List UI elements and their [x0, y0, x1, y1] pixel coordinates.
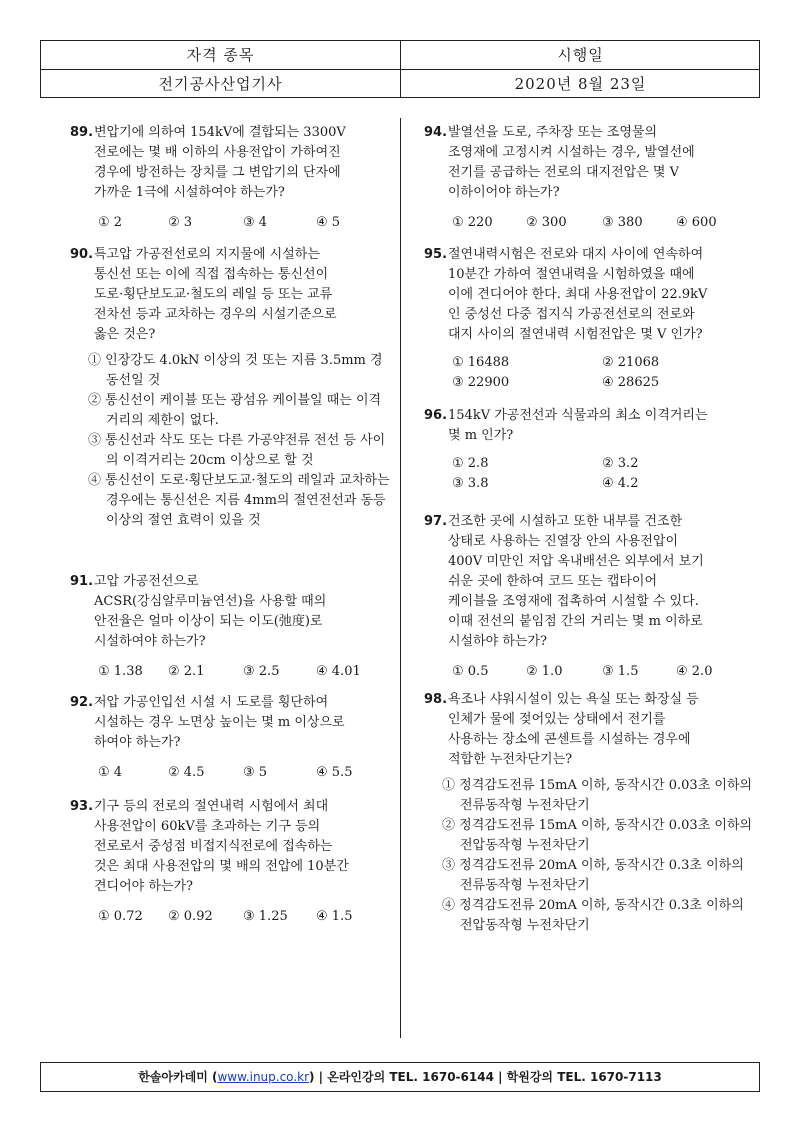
option-2[interactable]: ② 1.0 [526, 664, 563, 679]
question-text-line: 전기를 공급하는 전로의 대지전압은 몇 V [448, 165, 679, 180]
question-text-line: 것은 최대 사용전압의 몇 배의 전압에 10분간 [94, 859, 349, 874]
question-text-line: 사용하는 장소에 콘센트를 시설하는 경우에 [448, 732, 691, 747]
question-text-line: 상태로 사용하는 진열장 안의 사용전압이 [448, 534, 679, 549]
question-text-line: 특고압 가공전선로의 지지물에 시설하는 [94, 247, 320, 262]
option-4[interactable]: ④ 1.5 [316, 909, 353, 924]
option-4[interactable]: ④ 5.5 [316, 765, 353, 780]
option-3[interactable]: ③ 3.8 [452, 476, 489, 491]
option-4[interactable]: ④ 5 [316, 215, 341, 230]
question-number: 95. [424, 247, 448, 262]
exam-header-table [40, 40, 760, 98]
question-text-line: 10분간 가하여 절연내력을 시험하였을 때에 [448, 267, 695, 282]
question-text-line: 저압 가공인입선 시설 시 도로를 횡단하여 [94, 695, 329, 710]
question-text-line: 대지 사이의 절연내력 시험전압은 몇 V 인가? [448, 327, 703, 342]
question-text-line: 전차선 등과 교차하는 경우의 시설기준으로 [94, 307, 337, 322]
question-number: 97. [424, 514, 448, 529]
option-3[interactable]: ③ 1.25 [243, 909, 288, 924]
option-1[interactable]: ① 4 [98, 765, 123, 780]
question-text-line: 이에 견디어야 한다. 최대 사용전압이 22.9kV [448, 287, 708, 302]
option-3[interactable]: ③ 5 [243, 765, 268, 780]
question-text-line: 가까운 1극에 시설하여야 하는가? [94, 185, 285, 200]
question-text-line: 기구 등의 전로의 절연내력 시험에서 최대 [94, 799, 329, 814]
date-value: 2020년 8월 23일 [514, 75, 647, 93]
question-text-line: 인 중성선 다중 접지식 가공전선로의 전로와 [448, 307, 695, 322]
question-90 [70, 245, 390, 531]
question-text-line: 시설하야 하는가? [448, 634, 548, 649]
option-4[interactable]: ④ 28625 [602, 375, 660, 390]
question-text-line: 고압 가공전선으로 [94, 574, 199, 589]
question-number: 90. [70, 247, 94, 262]
question-text-line: ACSR(강심알루미늄연선)을 사용할 때의 [94, 594, 327, 609]
option-1[interactable]: ① 220 [452, 215, 493, 230]
question-94 [424, 123, 754, 233]
subject-label: 자격 종목 [186, 46, 255, 64]
question-text-line: 도로·횡단보도교·철도의 레일 등 또는 교류 [94, 287, 333, 302]
option-1[interactable]: ① 1.38 [98, 664, 143, 679]
question-text-line: 전로로서 중성점 비접지식전로에 접속하는 [94, 839, 333, 854]
question-text-line: 변압기에 의하여 154kV에 결합되는 3300V [94, 125, 346, 140]
question-92 [70, 693, 390, 783]
question-text-line: 절연내력시험은 전로와 대지 사이에 연속하여 [448, 247, 704, 262]
option-4[interactable]: ④ 정격감도전류 20mA 이하, 동작시간 0.3초 이하의 전압동작형 누전차단기 [442, 898, 744, 933]
question-text-line: 옳은 것은? [94, 327, 156, 342]
option-3[interactable]: ③ 380 [602, 215, 643, 230]
question-95 [424, 245, 754, 393]
question-number: 92. [70, 695, 94, 710]
option-1[interactable]: ① 2.8 [452, 456, 489, 471]
question-text-line: 이하이어야 하는가? [448, 185, 560, 200]
question-text-line: 조영재에 고정시켜 시설하는 경우, 발열선에 [448, 145, 695, 160]
question-text-line: 몇 m 인가? [448, 428, 514, 443]
option-2[interactable]: ② 정격감도전류 15mA 이하, 동작시간 0.03초 이하의 전압동작형 누전차단기 [442, 818, 753, 853]
question-text-line: 154kV 가공전선과 식물과의 최소 이격거리는 [448, 408, 708, 423]
question-number: 89. [70, 125, 94, 140]
option-1[interactable]: ① 16488 [452, 355, 510, 370]
question-text-line: 사용전압이 60kV를 초과하는 기구 등의 [94, 819, 321, 834]
question-text-line: 안전율은 얼마 이상이 되는 이도(弛度)로 [94, 614, 323, 629]
question-text-line: 적합한 누전차단기는? [448, 752, 573, 767]
footer-academy: 한솔아카데미 ( [138, 1070, 218, 1084]
option-3[interactable]: ③ 정격감도전류 20mA 이하, 동작시간 0.3초 이하의 전류동작형 누전차단기 [442, 858, 744, 893]
option-4[interactable]: ④ 4.2 [602, 476, 639, 491]
question-93 [70, 797, 390, 927]
question-text-line: 발열선을 도로, 주차장 또는 조영물의 [448, 125, 658, 140]
question-96 [424, 406, 754, 494]
question-89 [70, 123, 390, 233]
question-text-line: 욕조나 샤워시설이 있는 욕실 또는 화장실 등 [448, 692, 699, 707]
question-text-line: 통신선 또는 이에 직접 접속하는 통신선이 [94, 267, 329, 282]
option-4[interactable]: ④ 4.01 [316, 664, 361, 679]
option-2[interactable]: ② 3 [168, 215, 193, 230]
option-1[interactable]: ① 정격감도전류 15mA 이하, 동작시간 0.03초 이하의 전류동작형 누전차단기 [442, 778, 753, 813]
question-text-line: 견디어야 하는가? [94, 879, 194, 894]
option-1[interactable]: ① 2 [98, 215, 123, 230]
option-1[interactable]: ① 인장강도 4.0kN 이상의 것 또는 지름 3.5mm 경동선일 것 [88, 353, 383, 388]
date-label: 시행일 [557, 46, 604, 64]
option-3[interactable]: ③ 22900 [452, 375, 510, 390]
option-2[interactable]: ② 3.2 [602, 456, 639, 471]
question-text-line: 400V 미만인 저압 옥내배선은 외부에서 보기 [448, 554, 704, 569]
option-4[interactable]: ④ 2.0 [676, 664, 713, 679]
option-2[interactable]: ② 4.5 [168, 765, 205, 780]
subject-value: 전기공사산업기사 [158, 75, 283, 93]
option-4[interactable]: ④ 600 [676, 215, 717, 230]
question-text-line: 쉬운 곳에 한하여 코드 또는 캡타이어 [448, 574, 658, 589]
question-98 [424, 690, 754, 936]
option-3[interactable]: ③ 1.5 [602, 664, 639, 679]
column-divider [400, 118, 401, 1038]
option-1[interactable]: ① 0.72 [98, 909, 143, 924]
option-3[interactable]: ③ 2.5 [243, 664, 280, 679]
question-number: 91. [70, 574, 94, 589]
question-91 [70, 572, 390, 682]
question-text-line: 인체가 물에 젖어있는 상태에서 전기를 [448, 712, 666, 727]
option-3[interactable]: ③ 4 [243, 215, 268, 230]
footer-contact: ) | 온라인강의 TEL. 1670-6144 | 학원강의 TEL. 1670-7113 [309, 1070, 662, 1084]
question-text-line: 시설하는 경우 노면상 높이는 몇 m 이상으로 [94, 715, 345, 730]
option-2[interactable]: ② 300 [526, 215, 567, 230]
option-2[interactable]: ② 0.92 [168, 909, 213, 924]
option-4[interactable]: ④ 통신선이 도로·횡단보도교·철도의 레일과 교차하는 경우에는 통신선은 지름 4mm의 절연전선과 동등 이상의 절연 효력이 있을 것 [88, 473, 390, 528]
option-2[interactable]: ② 21068 [602, 355, 660, 370]
question-number: 96. [424, 408, 448, 423]
page-footer [40, 1062, 760, 1092]
question-number: 94. [424, 125, 448, 140]
option-3[interactable]: ③ 통신선과 삭도 또는 다른 가공약전류 전선 등 사이의 이격거리는 20cm 이상으로 할 것 [88, 433, 386, 468]
question-text-line: 건조한 곳에 시설하고 또한 내부를 건조한 [448, 514, 683, 529]
question-text-line: 경우에 방전하는 장치를 그 변압기의 단자에 [94, 165, 341, 180]
option-1[interactable]: ① 0.5 [452, 664, 489, 679]
option-2[interactable]: ② 2.1 [168, 664, 205, 679]
question-text-line: 전로에는 몇 배 이하의 사용전압이 가하여진 [94, 145, 341, 160]
question-text-line: 케이블을 조영재에 접촉하여 시설할 수 있다. [448, 594, 699, 609]
question-97 [424, 512, 754, 682]
question-text-line: 이때 전선의 붙임점 간의 거리는 몇 m 이하로 [448, 614, 703, 629]
question-text-line: 하여야 하는가? [94, 735, 181, 750]
footer-url-link[interactable]: www.inup.co.kr [217, 1070, 310, 1084]
question-number: 93. [70, 799, 94, 814]
option-2[interactable]: ② 통신선이 케이블 또는 광섬유 케이블일 때는 이격거리의 제한이 없다. [88, 393, 382, 428]
question-text-line: 시설하여야 하는가? [94, 634, 206, 649]
question-number: 98. [424, 692, 448, 707]
